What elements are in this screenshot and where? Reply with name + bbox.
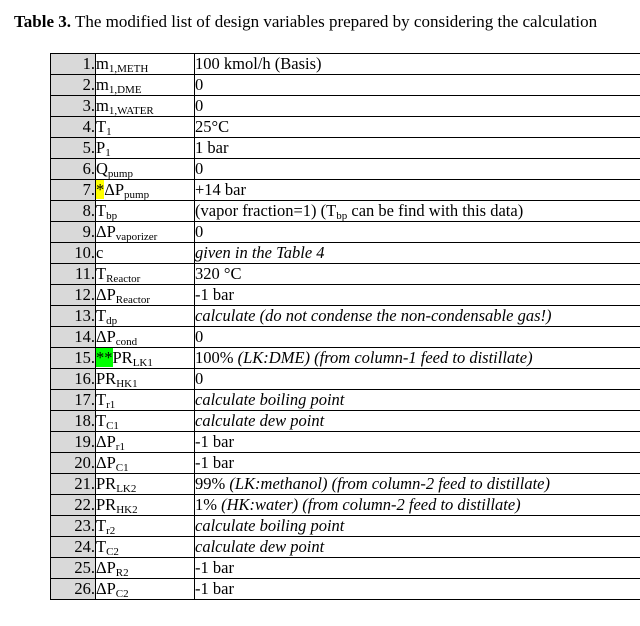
variable-subscript: r1 — [115, 441, 125, 453]
variable-subscript: C2 — [115, 588, 129, 600]
value-text: -1 bar — [195, 558, 234, 577]
variable-name — [96, 201, 195, 222]
variable-symbol: ΔP — [96, 285, 116, 304]
value-text: -1 bar — [195, 285, 234, 304]
variable-name — [96, 537, 195, 558]
row-number: 13. — [51, 306, 96, 327]
variable-value — [195, 432, 640, 453]
variable-symbol: m — [96, 75, 109, 94]
row-number: 17. — [51, 390, 96, 411]
value-text-detail: (LK:DME) (from column-1 feed to distillate) — [237, 348, 533, 367]
table-row — [51, 327, 640, 348]
variable-value — [195, 327, 640, 348]
variable-subscript: Reactor — [115, 294, 150, 306]
value-text: 99% — [195, 474, 230, 493]
variable-value — [195, 201, 640, 222]
variable-value — [195, 369, 640, 390]
variable-symbol: T — [96, 117, 107, 136]
variable-subscript: r2 — [106, 525, 116, 537]
variable-symbol: T — [96, 411, 107, 430]
variable-value — [195, 285, 640, 306]
table-row — [51, 411, 640, 432]
variable-value — [195, 537, 640, 558]
variable-name — [96, 453, 195, 474]
row-number: 7. — [51, 180, 96, 201]
table-row — [51, 96, 640, 117]
variable-subscript: C1 — [106, 420, 119, 432]
variable-name — [96, 327, 195, 348]
variable-name — [96, 75, 195, 96]
variable-symbol: ΔP — [96, 579, 116, 598]
variable-value — [195, 54, 640, 75]
value-text: 0 — [195, 96, 204, 115]
value-text: 320 °C — [195, 264, 242, 283]
table-row — [51, 222, 640, 243]
variable-symbol: PR — [96, 369, 117, 388]
variable-value — [195, 579, 640, 600]
row-number: 15. — [51, 348, 96, 369]
table-row — [51, 516, 640, 537]
row-number: 2. — [51, 75, 96, 96]
variable-value — [195, 75, 640, 96]
design-variables-table — [50, 53, 640, 600]
row-number: 10. — [51, 243, 96, 264]
table-row — [51, 75, 640, 96]
variable-subscript: 1 — [106, 126, 112, 138]
variable-symbol: T — [96, 390, 107, 409]
table-row — [51, 558, 640, 579]
row-number: 22. — [51, 495, 96, 516]
row-number: 14. — [51, 327, 96, 348]
table-row — [51, 390, 640, 411]
row-number: 1. — [51, 54, 96, 75]
variable-subscript: 1,WATER — [108, 105, 154, 117]
table-body — [51, 54, 640, 600]
variable-value — [195, 348, 640, 369]
value-text: calculate dew point — [195, 537, 325, 556]
variable-subscript: LK2 — [116, 483, 137, 495]
variable-value — [195, 411, 640, 432]
variable-name — [96, 222, 195, 243]
value-text: given in the Table 4 — [195, 243, 325, 262]
variable-name — [96, 579, 195, 600]
variable-value — [195, 453, 640, 474]
table-row — [51, 348, 640, 369]
variable-value — [195, 96, 640, 117]
row-number: 23. — [51, 516, 96, 537]
value-text: -1 bar — [195, 453, 234, 472]
row-number: 21. — [51, 474, 96, 495]
value-text: 100% — [195, 348, 238, 367]
variable-subscript: bp — [106, 210, 118, 222]
value-subscript: bp — [336, 210, 348, 222]
variable-value — [195, 117, 640, 138]
value-text: calculate boiling point — [195, 516, 345, 535]
variable-symbol: PR — [96, 495, 117, 514]
variable-name — [96, 117, 195, 138]
highlight-mark: * — [96, 180, 105, 199]
row-number: 9. — [51, 222, 96, 243]
variable-subscript: C2 — [106, 546, 119, 558]
variable-name — [96, 54, 195, 75]
variable-subscript: pump — [124, 189, 150, 201]
variable-name — [96, 348, 195, 369]
table-row — [51, 138, 640, 159]
value-text: 0 — [195, 159, 204, 178]
variable-symbol: Q — [96, 159, 108, 178]
table-row — [51, 243, 640, 264]
table-row — [51, 54, 640, 75]
table-row — [51, 579, 640, 600]
variable-symbol: ΔP — [96, 558, 116, 577]
table-caption — [14, 11, 640, 33]
variable-name — [96, 96, 195, 117]
variable-name — [96, 264, 195, 285]
row-number: 11. — [51, 264, 96, 285]
table-row — [51, 369, 640, 390]
variable-value — [195, 390, 640, 411]
value-text-detail: (HK:water) (from column-2 feed to distillate) — [221, 495, 521, 514]
variable-subscript: C1 — [115, 462, 129, 474]
variable-name — [96, 390, 195, 411]
variable-name — [96, 495, 195, 516]
variable-symbol: ΔP — [96, 222, 116, 241]
variable-value — [195, 474, 640, 495]
variable-subscript: cond — [115, 336, 138, 348]
variable-name — [96, 516, 195, 537]
variable-symbol: T — [96, 306, 107, 325]
row-number: 20. — [51, 453, 96, 474]
table-row — [51, 285, 640, 306]
value-text: -1 bar — [195, 579, 234, 598]
value-text: calculate (do not condense the non-condensable gas!) — [195, 306, 552, 325]
value-text-detail: (LK:methanol) (from column-2 feed to distillate) — [229, 474, 551, 493]
row-number: 4. — [51, 117, 96, 138]
table-row — [51, 159, 640, 180]
variable-symbol: PR — [112, 348, 133, 367]
variable-name — [96, 369, 195, 390]
value-text: 1% — [195, 495, 222, 514]
variable-symbol: ΔP — [96, 327, 116, 346]
table-row — [51, 453, 640, 474]
row-number: 19. — [51, 432, 96, 453]
variable-value — [195, 180, 640, 201]
value-text-detail: can be find with this data) — [347, 201, 524, 220]
row-number: 24. — [51, 537, 96, 558]
table-row — [51, 180, 640, 201]
variable-name — [96, 138, 195, 159]
variable-subscript: LK1 — [132, 357, 153, 369]
table-row — [51, 117, 640, 138]
value-text: calculate dew point — [195, 411, 325, 430]
variable-symbol: T — [96, 201, 107, 220]
variable-value — [195, 138, 640, 159]
row-number: 12. — [51, 285, 96, 306]
variable-value — [195, 264, 640, 285]
variable-symbol: ΔP — [104, 180, 125, 199]
variable-symbol: T — [96, 537, 107, 556]
variable-name — [96, 432, 195, 453]
variable-subscript: Reactor — [106, 273, 141, 285]
row-number: 18. — [51, 411, 96, 432]
variable-subscript: 1,METH — [108, 63, 149, 75]
value-text: 25°C — [195, 117, 230, 136]
variable-subscript: dp — [106, 315, 118, 327]
variable-value — [195, 243, 640, 264]
row-number: 26. — [51, 579, 96, 600]
variable-symbol: PR — [96, 474, 117, 493]
value-text: -1 bar — [195, 432, 234, 451]
variable-symbol: c — [96, 243, 104, 262]
variable-value — [195, 159, 640, 180]
row-number: 5. — [51, 138, 96, 159]
row-number: 3. — [51, 96, 96, 117]
variable-value — [195, 558, 640, 579]
table-row — [51, 474, 640, 495]
variable-subscript: HK2 — [116, 504, 138, 516]
variable-symbol: T — [96, 264, 107, 283]
table-row — [51, 537, 640, 558]
value-text: 0 — [195, 75, 204, 94]
variable-subscript: pump — [107, 168, 133, 180]
table-row — [51, 201, 640, 222]
variable-name — [96, 411, 195, 432]
value-text: 0 — [195, 327, 204, 346]
variable-name — [96, 306, 195, 327]
variable-name — [96, 285, 195, 306]
value-text: 0 — [195, 222, 204, 241]
row-number: 6. — [51, 159, 96, 180]
caption-label: Table 3. — [14, 12, 72, 31]
variable-symbol: ΔP — [96, 432, 116, 451]
value-text: 0 — [195, 369, 204, 388]
variable-name — [96, 558, 195, 579]
variable-subscript: 1 — [105, 147, 111, 159]
value-text: calculate boiling point — [195, 390, 345, 409]
variable-subscript: 1,DME — [108, 84, 142, 96]
variable-subscript: HK1 — [116, 378, 138, 390]
variable-subscript: r1 — [106, 399, 116, 411]
variable-name — [96, 243, 195, 264]
variable-name — [96, 159, 195, 180]
variable-name — [96, 180, 195, 201]
value-text: 100 kmol/h (Basis) — [195, 54, 322, 73]
value-text: (vapor fraction=1) (T — [195, 201, 337, 220]
caption-text: The modified list of design variables prepared by considering the calculation — [71, 12, 598, 31]
row-number: 16. — [51, 369, 96, 390]
variable-symbol: P — [96, 138, 106, 157]
table-row — [51, 495, 640, 516]
row-number: 8. — [51, 201, 96, 222]
value-text: 1 bar — [195, 138, 229, 157]
value-text: +14 bar — [195, 180, 246, 199]
variable-value — [195, 516, 640, 537]
variable-subscript: vaporizer — [115, 231, 158, 243]
variable-name — [96, 474, 195, 495]
row-number: 25. — [51, 558, 96, 579]
table-row — [51, 264, 640, 285]
variable-subscript: R2 — [115, 567, 129, 579]
table-row — [51, 432, 640, 453]
variable-symbol: m — [96, 96, 109, 115]
variable-symbol: m — [96, 54, 109, 73]
variable-symbol: ΔP — [96, 453, 116, 472]
variable-value — [195, 306, 640, 327]
variable-value — [195, 222, 640, 243]
highlight-mark: ** — [96, 348, 113, 367]
variable-value — [195, 495, 640, 516]
variable-symbol: T — [96, 516, 107, 535]
table-row — [51, 306, 640, 327]
